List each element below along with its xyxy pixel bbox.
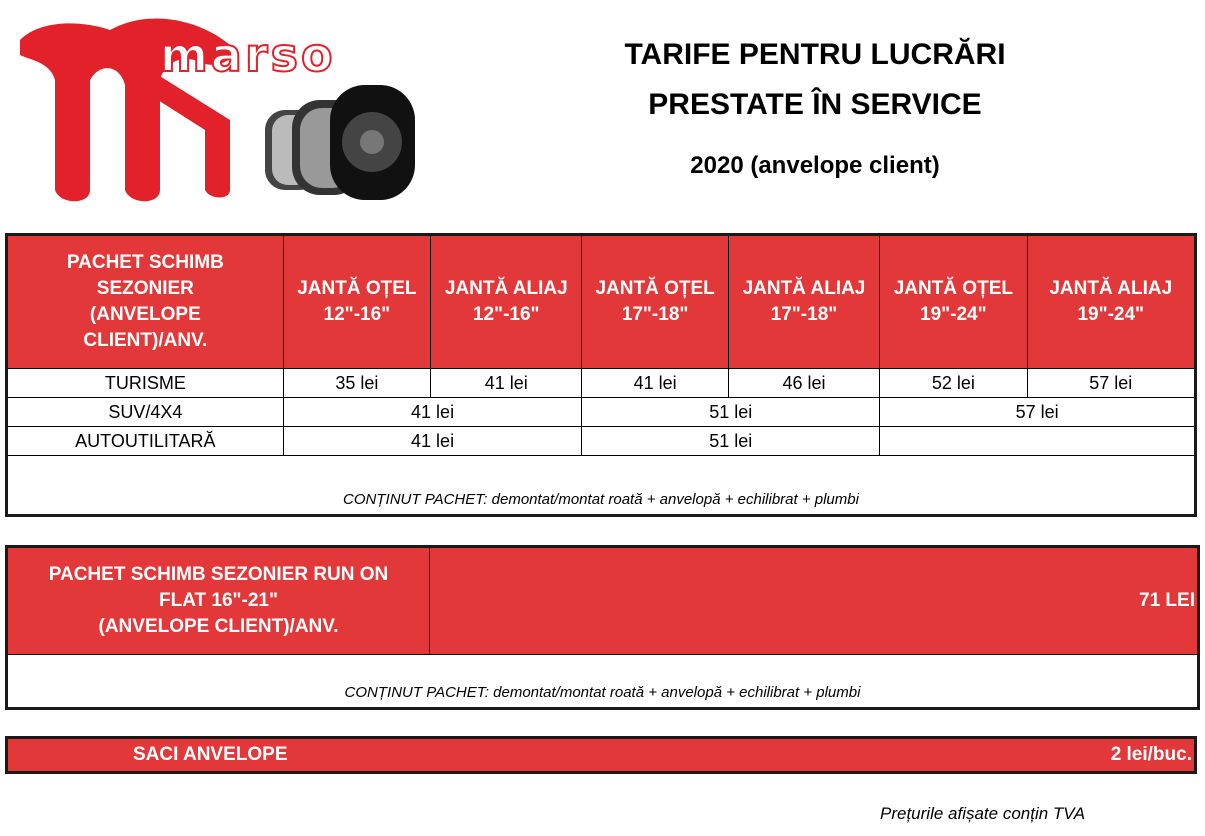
price-cell xyxy=(880,427,1196,456)
runflat-label xyxy=(7,547,430,655)
price-cell: 41 lei xyxy=(283,427,582,456)
column-header-line: JANTĂ ALIAJ xyxy=(742,278,866,299)
row-label: AUTOUTILITARĂ xyxy=(7,427,284,456)
price-cell: 46 lei xyxy=(728,369,879,398)
runflat-contents-note: CONȚINUT PACHET: demontat/montat roată + anvelopă + echilibrat + plumbi xyxy=(7,655,1199,709)
table-row-turisme xyxy=(7,369,1196,398)
runflat-label-line: PACHET SCHIMB SEZONIER RUN ON xyxy=(48,564,389,585)
column-header-alloy-17-18 xyxy=(728,235,879,369)
tire-bags-table xyxy=(5,736,1197,774)
price-cell: 57 lei xyxy=(1027,369,1195,398)
table-row-autoutilitara xyxy=(7,427,1196,456)
tire-bags-label: SACI ANVELOPE xyxy=(7,738,602,773)
price-cell: 35 lei xyxy=(283,369,430,398)
tires-icon xyxy=(265,85,415,200)
package-header-line: SEZONIER xyxy=(96,278,194,299)
column-header-line: 17"-18" xyxy=(770,304,838,325)
column-header-line: 17"-18" xyxy=(621,304,689,325)
seasonal-package-table xyxy=(5,233,1197,517)
runflat-price: 71 LEI xyxy=(430,547,1199,655)
column-header-line: JANTĂ ALIAJ xyxy=(444,278,568,299)
runflat-package-table xyxy=(5,545,1200,710)
table-header-row xyxy=(7,235,1196,369)
package-header-line: CLIENT)/ANV. xyxy=(83,330,208,351)
column-header-line: 12"-16" xyxy=(472,304,540,325)
vat-note: Prețurile afișate conțin TVA xyxy=(880,804,1086,823)
runflat-row xyxy=(7,547,1199,655)
column-header-line: JANTĂ OȚEL xyxy=(297,278,417,299)
tire-bags-price: 2 lei/buc. xyxy=(601,738,1196,773)
price-cell: 51 lei xyxy=(582,398,880,427)
column-header-alloy-19-24 xyxy=(1027,235,1195,369)
column-header-line: 19"-24" xyxy=(920,304,987,325)
column-header-line: JANTĂ OȚEL xyxy=(893,278,1013,299)
column-header-steel-19-24 xyxy=(880,235,1027,369)
column-header-line: 12"-16" xyxy=(323,304,391,325)
column-header-line: JANTĂ ALIAJ xyxy=(1049,278,1173,299)
column-header-alloy-12-16 xyxy=(431,235,582,369)
package-header-line: (ANVELOPE xyxy=(89,304,201,325)
column-header-steel-17-18 xyxy=(582,235,728,369)
page-title-line1: TARIFE PENTRU LUCRĂRI xyxy=(624,38,1006,71)
column-header-steel-12-16 xyxy=(283,235,430,369)
package-header xyxy=(7,235,284,369)
package-header-line: PACHET SCHIMB xyxy=(66,252,224,273)
column-header-line: 19"-24" xyxy=(1077,304,1145,325)
marso-logo xyxy=(0,0,430,215)
tire-bags-row xyxy=(7,738,1196,773)
page-title-line2: PRESTATE ÎN SERVICE xyxy=(648,88,982,121)
row-label: SUV/4X4 xyxy=(7,398,284,427)
price-cell: 51 lei xyxy=(582,427,880,456)
runflat-label-line: (ANVELOPE CLIENT)/ANV. xyxy=(98,616,339,637)
logo-text: marso xyxy=(160,28,336,82)
price-cell: 52 lei xyxy=(880,369,1027,398)
column-header-line: JANTĂ OȚEL xyxy=(595,278,715,299)
page-subtitle: 2020 (anvelope client) xyxy=(690,152,940,179)
runflat-note-row xyxy=(7,655,1199,709)
price-cell: 41 lei xyxy=(283,398,582,427)
price-cell: 41 lei xyxy=(431,369,582,398)
table-row-suv xyxy=(7,398,1196,427)
runflat-label-line: FLAT 16"-21" xyxy=(158,590,279,611)
price-cell: 57 lei xyxy=(880,398,1196,427)
table-note-row xyxy=(7,456,1196,516)
package-contents-note: CONȚINUT PACHET: demontat/montat roată + anvelopă + echilibrat + plumbi xyxy=(7,456,1196,516)
row-label: TURISME xyxy=(7,369,284,398)
price-cell: 41 lei xyxy=(582,369,728,398)
